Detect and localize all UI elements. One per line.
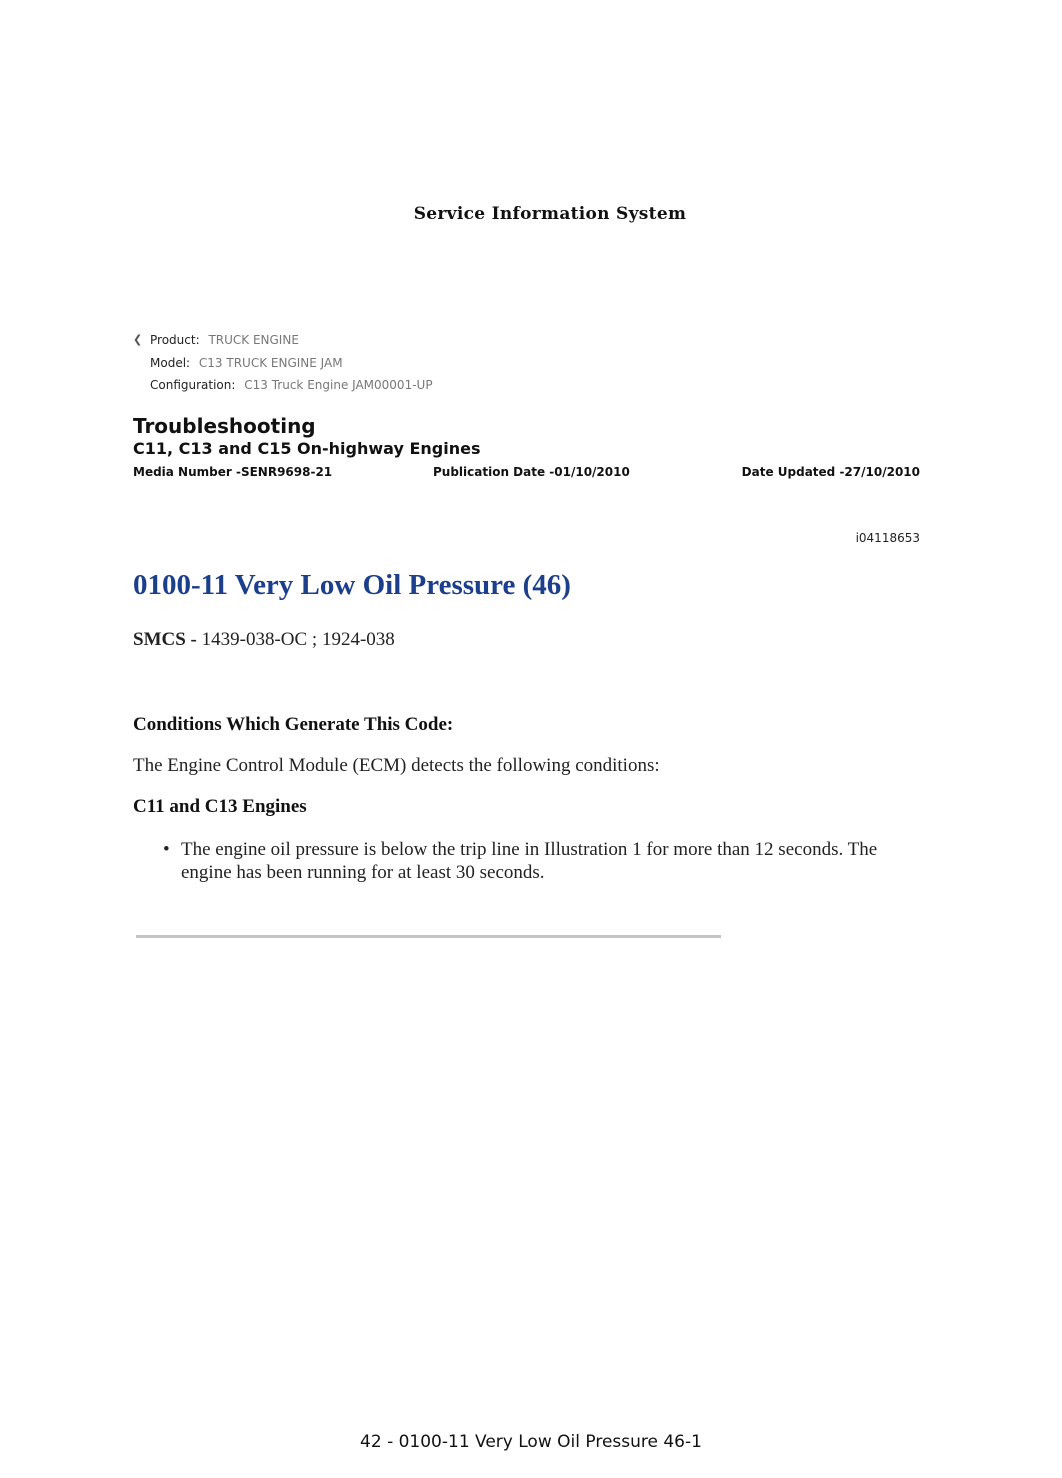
bullet-icon: • (163, 839, 170, 860)
conditions-heading: Conditions Which Generate This Code: (133, 714, 454, 735)
page-footer: 42 - 0100-11 Very Low Oil Pressure 46-1 (360, 1432, 702, 1452)
smcs-line (133, 629, 395, 651)
publication-date: Publication Date -01/10/2010 (433, 465, 630, 479)
page-heading: 0100-11 Very Low Oil Pressure (46) (133, 569, 571, 601)
smcs-value: 1439-038-OC ; 1924-038 (196, 629, 395, 650)
model-value: C13 TRUCK ENGINE JAM (198, 355, 343, 370)
media-number: Media Number -SENR9698-21 (133, 465, 333, 479)
model-label: Model: (150, 355, 191, 370)
product-value: TRUCK ENGINE (208, 333, 299, 347)
product-info (133, 329, 433, 397)
product-row (133, 329, 433, 352)
configuration-row (133, 374, 433, 397)
list-item-text: The engine oil pressure is below the trip line in Illustration 1 for more than 12 seconds. The engine has been running for at least 30 seconds. (181, 839, 878, 883)
date-updated: Date Updated -27/10/2010 (741, 465, 920, 479)
divider (136, 935, 721, 938)
system-title: Service Information System (413, 204, 687, 224)
back-arrow-icon[interactable]: ❮ (133, 333, 143, 346)
smcs-label: SMCS - (133, 629, 197, 650)
conditions-intro: The Engine Control Module (ECM) detects the following conditions: (133, 755, 660, 776)
configuration-label: Configuration: (150, 378, 236, 392)
document-title: Troubleshooting (133, 414, 316, 438)
configuration-value: C13 Truck Engine JAM00001-UP (244, 378, 433, 392)
engines-heading: C11 and C13 Engines (133, 796, 307, 817)
product-label: Product: (150, 333, 200, 347)
model-row (133, 352, 433, 375)
document-id: i04118653 (855, 531, 920, 545)
document-subtitle: C11, C13 and C15 On-highway Engines (133, 439, 481, 458)
list-item (163, 838, 903, 884)
